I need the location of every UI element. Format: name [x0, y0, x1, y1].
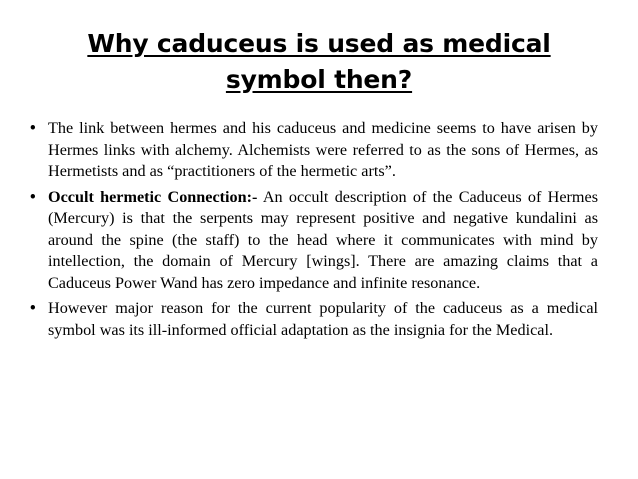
bullet-icon: •: [30, 119, 36, 137]
bullet-lead: Occult hermetic Connection:-: [48, 187, 258, 206]
bullet-text: The link between hermes and his caduceus and medicine seems to have arisen by Hermes links with alchemy. Alchemists were referred to as the sons of Hermes, as Hermetists and as “practitioners of the hermetic arts”.: [48, 119, 598, 180]
bullet-icon: •: [30, 187, 36, 206]
bullet-icon: •: [30, 299, 36, 317]
list-item: [30, 187, 598, 295]
list-item: [30, 118, 598, 183]
bullet-list: [30, 118, 598, 345]
bullet-text: An occult description of the Caduceus of Hermes (Mercury) is that the serpents may represent positive and negative kundalini as around the spine (the staff) to the head where it communicates with mind by intellection, the domain of Mercury [wings]. There are amazing claims that a Caduceus Power Wand has zero impedance and infinite resonance.: [48, 187, 598, 292]
bullet-text: However major reason for the current popularity of the caduceus as a medical symbol was its ill-informed official adaptation as the insignia for the Medical.: [48, 299, 598, 339]
list-item: [30, 298, 598, 341]
slide-title: Why caduceus is used as medical symbol then?: [87, 29, 551, 94]
